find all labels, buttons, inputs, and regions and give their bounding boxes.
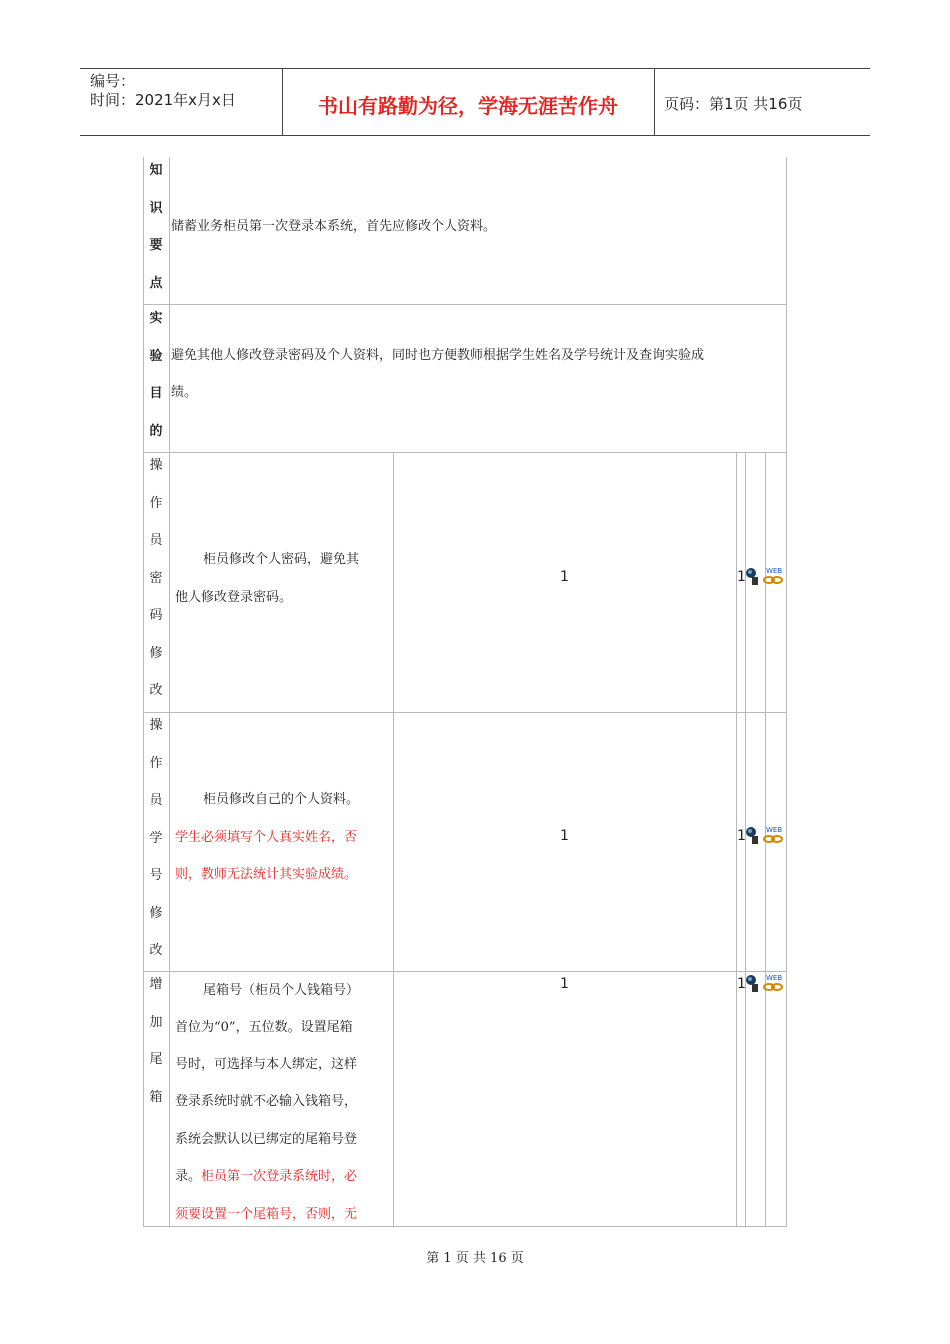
row-tailbox-desc-red-line7: 须要设置一个尾箱号，否则，无 — [175, 1207, 358, 1222]
label-char: 号 — [149, 868, 163, 883]
grid-hline — [143, 304, 786, 305]
label-char: 识 — [149, 200, 163, 216]
svg-text:WEB: WEB — [766, 974, 783, 982]
web-link-icon[interactable] — [744, 972, 784, 994]
row-tailbox-value2: 1 — [737, 976, 746, 992]
row-tailbox-value: 1 — [560, 976, 569, 992]
label-char: 增 — [149, 977, 163, 992]
row-password-value: 1 — [560, 569, 569, 585]
label-char: 改 — [149, 683, 163, 698]
row-tailbox-desc-line1: 尾箱号（柜员个人钱箱号） — [203, 983, 360, 998]
label-char: 点 — [149, 275, 163, 291]
row-student-value: 1 — [560, 828, 569, 844]
row-tailbox-desc-line4: 登录系统时就不必输入钱箱号， — [175, 1094, 358, 1109]
web-link-icon[interactable] — [744, 824, 784, 846]
label-char: 箱 — [149, 1089, 163, 1105]
label-char: 改 — [149, 943, 163, 958]
label-char: 作 — [149, 495, 163, 511]
header-motto: 书山有路勤为径，学海无涯苦作舟 — [318, 94, 618, 118]
label-char: 操 — [149, 458, 163, 473]
label-char: 知 — [149, 163, 163, 178]
purpose-text-line1: 避免其他人修改登录密码及个人资料，同时也方便教师根据学生姓名及学号统计及查询实验成 — [171, 348, 705, 363]
label-char: 要 — [149, 238, 163, 253]
grid-hline — [143, 452, 786, 453]
svg-text:WEB: WEB — [766, 567, 783, 575]
header-bottom-rule — [80, 135, 870, 136]
label-char: 验 — [149, 348, 163, 364]
grid-vline — [169, 157, 170, 1227]
label-char: 实 — [149, 311, 163, 326]
row-tailbox-desc-line3: 号时，可选择与本人绑定，这样 — [175, 1057, 358, 1072]
page-footer: 第 1 页 共 16 页 — [426, 1251, 524, 1266]
header-divider-right — [654, 69, 655, 136]
purpose-label — [143, 308, 169, 458]
header-top-rule — [80, 68, 870, 69]
label-char: 学 — [149, 830, 163, 846]
row-password-value2: 1 — [737, 569, 746, 585]
desc-black-part: 录。 — [175, 1169, 202, 1184]
web-link-icon[interactable] — [744, 565, 784, 587]
header-time-label: 时间：2021年x月x日 — [90, 91, 236, 109]
row-student-value2: 1 — [737, 828, 746, 844]
desc-red-part: 柜员第一次登录系统时，必 — [201, 1169, 358, 1184]
knowledge-label — [143, 160, 169, 310]
row-password-desc-line2: 他人修改登录密码。 — [175, 590, 293, 605]
grid-vline — [786, 157, 787, 1227]
label-char: 修 — [149, 905, 163, 921]
grid-vline — [393, 453, 394, 1227]
label-char: 加 — [149, 1014, 163, 1030]
row-tailbox-desc-line5: 系统会默认以已绑定的尾箱号登 — [175, 1132, 358, 1147]
grid-hline — [143, 712, 786, 713]
label-char: 操 — [149, 718, 163, 733]
row-student-desc-red-line1: 学生必须填写个人真实姓名，否 — [175, 830, 358, 845]
header-number-label: 编号： — [90, 72, 136, 90]
label-char: 尾 — [149, 1052, 163, 1067]
label-char: 的 — [149, 423, 163, 439]
label-char: 码 — [149, 608, 163, 623]
row-tailbox-desc-line6 — [175, 1158, 357, 1196]
knowledge-text: 储蓄业务柜员第一次登录本系统，首先应修改个人资料。 — [171, 219, 497, 234]
label-char: 密 — [149, 570, 163, 586]
row-tailbox-desc-line2: 首位为“0”，五位数。设置尾箱 — [175, 1020, 353, 1035]
label-char: 员 — [149, 793, 163, 808]
label-char: 修 — [149, 645, 163, 661]
row-student-desc-red-line2: 则，教师无法统计其实验成绩。 — [175, 867, 358, 882]
header-page-info: 页码：第1页 共16页 — [664, 95, 803, 113]
label-char: 作 — [149, 755, 163, 771]
row-student-desc-line1: 柜员修改自己的个人资料。 — [203, 792, 360, 807]
row-student-label — [143, 715, 169, 978]
row-tailbox-label — [143, 974, 169, 1124]
row-password-desc-line1: 柜员修改个人密码，避免其 — [203, 552, 360, 567]
purpose-text-line2: 绩。 — [171, 385, 198, 400]
row-password-label — [143, 455, 169, 718]
svg-text:WEB: WEB — [766, 826, 783, 834]
label-char: 目 — [149, 386, 163, 401]
label-char: 员 — [149, 533, 163, 548]
